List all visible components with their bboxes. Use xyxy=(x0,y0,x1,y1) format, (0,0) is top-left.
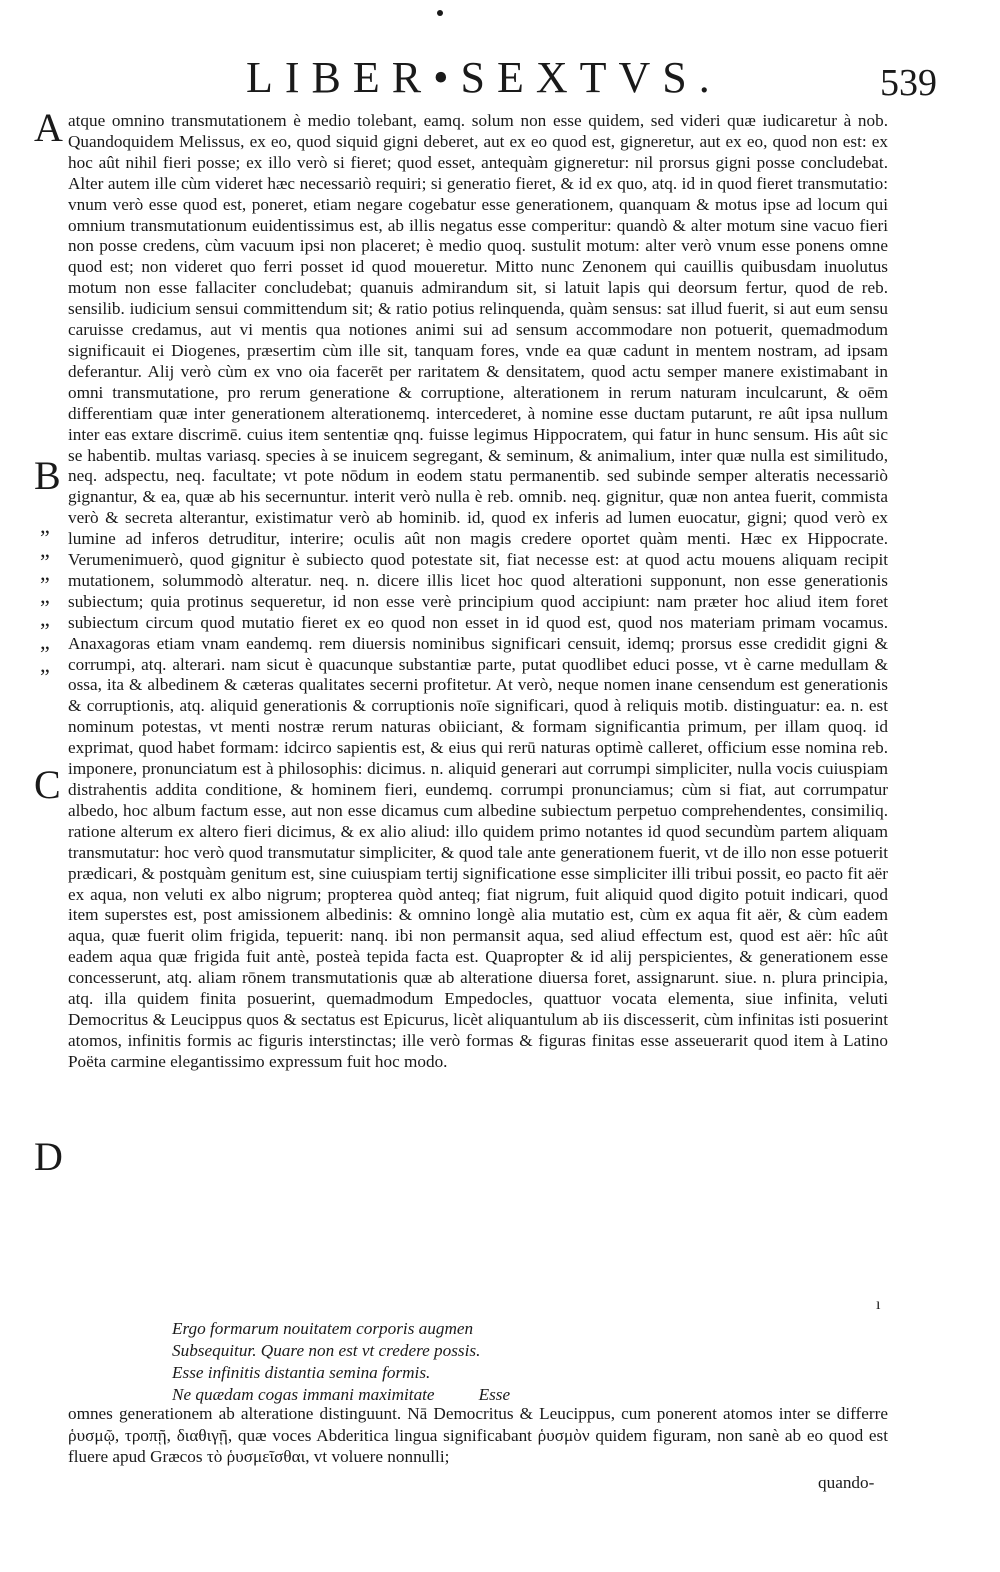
margin-letter-d: D xyxy=(34,1134,63,1179)
quote-mark: „ xyxy=(40,513,48,538)
verse-line: Ne quædam cogas immani maximitate xyxy=(172,1385,435,1404)
quote-mark: „ xyxy=(40,583,48,608)
catchword: quando- xyxy=(818,1473,875,1492)
tick-mark: ı xyxy=(876,1296,881,1313)
verse-line: Subsequitur. Quare non est vt credere possis. xyxy=(172,1341,481,1360)
verse-line: Ergo formarum nouitatem corporis augmen xyxy=(172,1319,474,1338)
quote-mark: „ xyxy=(40,606,48,631)
margin-letter-a: A xyxy=(34,105,63,150)
page-number: 539 xyxy=(880,62,937,104)
margin-letter-b: B xyxy=(34,453,61,498)
quote-mark: „ xyxy=(40,652,48,677)
margin-letter-c: C xyxy=(34,762,61,807)
running-title: LIBER•SEXTVS. xyxy=(246,53,722,102)
body-paragraph: atque omnino transmutationem è medio tolebant, eamq. solum non esse quidem, sed videri quæ iudicaretur à nob. Quandoquidem Melissus, ex eo, quod siquid gigni deberet, aut ex eo quod est, gigneretur, aut ex eo, quod non est: ex hoc aût nihil fieri posse; ex illo verò si fieret; quod esset, antequàm gigneretur: nil prorsus gigni posse concludebat. Alter autem ille cùm videret hæc necessariò requiri; si generatio fieret, & id ex quo, atq. id in quod fieret transmutatio: vnum verò esse quod est, poneret, etiam negare cogebatur esse generationem, quanquam & motus ipse ad locum qui omnium transmutationum euidentissimus est, ab illis negatus esse comperitur: quandò & alter motum sine vacuo fieri non posse credens, cùm vacuum ipsi non placeret; è medio quoq. sustulit motum: alter verò vnum esse ponens omne quod est; non videret quo ferri posset id quod moueretur. Mitto nunc Zenonem qui cauillis quibusdam inuolutus motum non esse fallaciter concludebat; quanuis admirandum sit, si latuit lapis qui deorsum fertur, quod de reb. sensilib. iudicium sensui committendum sit; & ratio potius relinquenda, quàm sensus: sat illud fuerit, si aut eum sensu caruisse credamus, aut vi mentis qua notiones animi sui ad sensum accommodare non potuerit, quemadmodum significauit ei Diogenes, præsertim cùm ille sit, tanquam fores, vnde ea quæ cadunt in mentem nostram, ad ipsam deferantur. Alij verò cùm ex vno oia facerēt per raritatem & densitatem, quod actu semper manere existimabant in omni transmutatione, pro rerum generatione & corruptione, alterationem in rerum naturam inculcarunt, & oēm differentiam quæ inter generationem alterationemq. intercederet, à nomine esse ductam putarunt, re aût ipsa nullum inter eas extare discrimē. cuius item sententiæ qnq. fuisse legimus Hippocratem, qui fatur in hunc sensum. His aût sic se habentib. multas variasq. species à se inuicem segregant, & seminum, & animalium, inter quæ nulla est similitudo, neq. adspectu, neq. facultate; vt pote nōdum in eodem statu permanentib. sed subinde semper alteratis necessariò gignantur, & ea, quæ ab his secernuntur. interit verò nulla è reb. omnib. neq. gignitur, quæ non antea fuerit, commista verò & secreta alterantur, existimatur verò ab hominib. id, quod ex inferis ad lumen euocatur, gigni; quod verò ex lumine ad inferos detruditur, interire; oculis aût non magis credere oportet quàm menti. Hæc ex Hippocrate. Verumenimuerò, quod gignitur è subiecto quod potestate sit, fiat necesse est: at quod actu mouens aliquam recipit mutationem, solummodò alteratur. neq. n. dicere illis licet hoc quod alterationi supponunt, non esse generationis subiectum; quia protinus sequeretur, id non esse verè principium quod accipiunt: nam præter hoc aliud item foret subiectum circum quod mutatio fieret ex eo quod non esset in id quod est, quod nos materiam primam vocamus. Anaxagoras etiam vnam eandemq. rem diuersis nominibus significari censuit, idemq; prorsus esse credidit gigni & corrumpi, atq. alterari. nam sicut è quacunque substantiæ parte, putat quodlibet educi posse, vt è carne medullam & ossa, ita & albedinem & cæteras qualitates secerni profitetur. At verò, neque nomen inane censendum est generationis & corruptionis, atq. aliquid generationis & corruptionis noīe significari, quod à reliquis motib. distinguatur: ea. n. est nominum potestas, vt menti nostræ rerum naturas obiiciant, & formam significantia primum, per illam quoq. id exprimat, quod habet formam: idcirco sapientis est, & eius qui rerū naturas optimè calleret, officium esse nomina reb. imponere, pronunciatum est à philosophis: dicimus. n. aliquid generari aut corrumpi simpliciter, nulla vocis cuiuspiam distrahentis addita conditione, & hominem fieri, eundemq. corrumpi pronunciamus; cùm si fiat, aut corrumpatur albedo, hoc album factum esse, aut non esse dicamus cum albedine subiectum perpetuo comprehendentes, consimiliq. ratione alterum ex altero fieri dicimus, & ex alio aliud: illo quidem primo notantes id quod secundùm partem aliquam transmutatur: hoc verò quod transmutatur simpliciter, & quod tale ante generationem fuerit, vt de illo non esse potuerit prædicari, & postquàm genitum est, sine cuiuspiam tertij significatione esse simpliciter illi tribui possit, eo pacto fit aër ex aqua, non veluti ex albo nigrum; propterea quòd anteq; fiat nigrum, fuit aliquid quod digito potuit indicari, quod item superstes est, post amissionem albedinis: & omnino longè alia mutatio est, cùm ex aqua fit aër, & cùm eadem aqua, quæ fuerit olim frigida, tepuerit: nanq. ibi non permansit aqua, sed aliud effectum est, quod est aër: hîc aût eadem aqua quæ frigida fuit antè, posteà tepida facta est. Quapropter & id alij perspicientes, & generationem esse concesserunt, atq. aliam rōnem transmutationis quæ ab alteratione diuersa foret, assignarunt. siue. n. plura principia, atq. illa quidem finita posuerint, quemadmodum Empedocles, quattuor vocata elementa, siue infinita, veluti Democritus & Leucippus quos & sectatus est Epicurus, licèt aliquantulum ab iis discesserit, cùm infinitas isti posuerint atomos, infinitis formis ac figuris interstinctas; ille verò formas & figuras finitas esse asseuerarit quod item à Latino Poëta carmine elegantissimo expressum fuit hoc modo. xyxy=(68,111,888,1071)
verse-quotation xyxy=(172,1318,732,1406)
tail-paragraph: omnes generationem ab alteratione distinguunt. Nā Democritus & Leucippus, cum ponerent atomos inter se differre ῥυσμῷ, τροπῇ, διαθιγῇ, quæ voces Abderitica lingua significabant ῥυσμὸν quidem figuram, non sanè ab eo quod est fluere apud Græcos τὸ ῥυσμεῖσθαι, vt voluere nonnulli; xyxy=(68,1404,888,1466)
verse-line: Esse infinitis distantia semina formis. xyxy=(172,1363,431,1382)
ornament-dot xyxy=(437,10,443,16)
quote-mark: „ xyxy=(40,537,48,562)
tail-text-block xyxy=(68,1403,888,1468)
quote-mark: „ xyxy=(40,629,48,654)
verse-aside: Esse xyxy=(478,1385,511,1404)
page-header xyxy=(0,0,1000,104)
main-text-block xyxy=(68,111,888,1073)
quote-mark: „ xyxy=(40,560,48,585)
